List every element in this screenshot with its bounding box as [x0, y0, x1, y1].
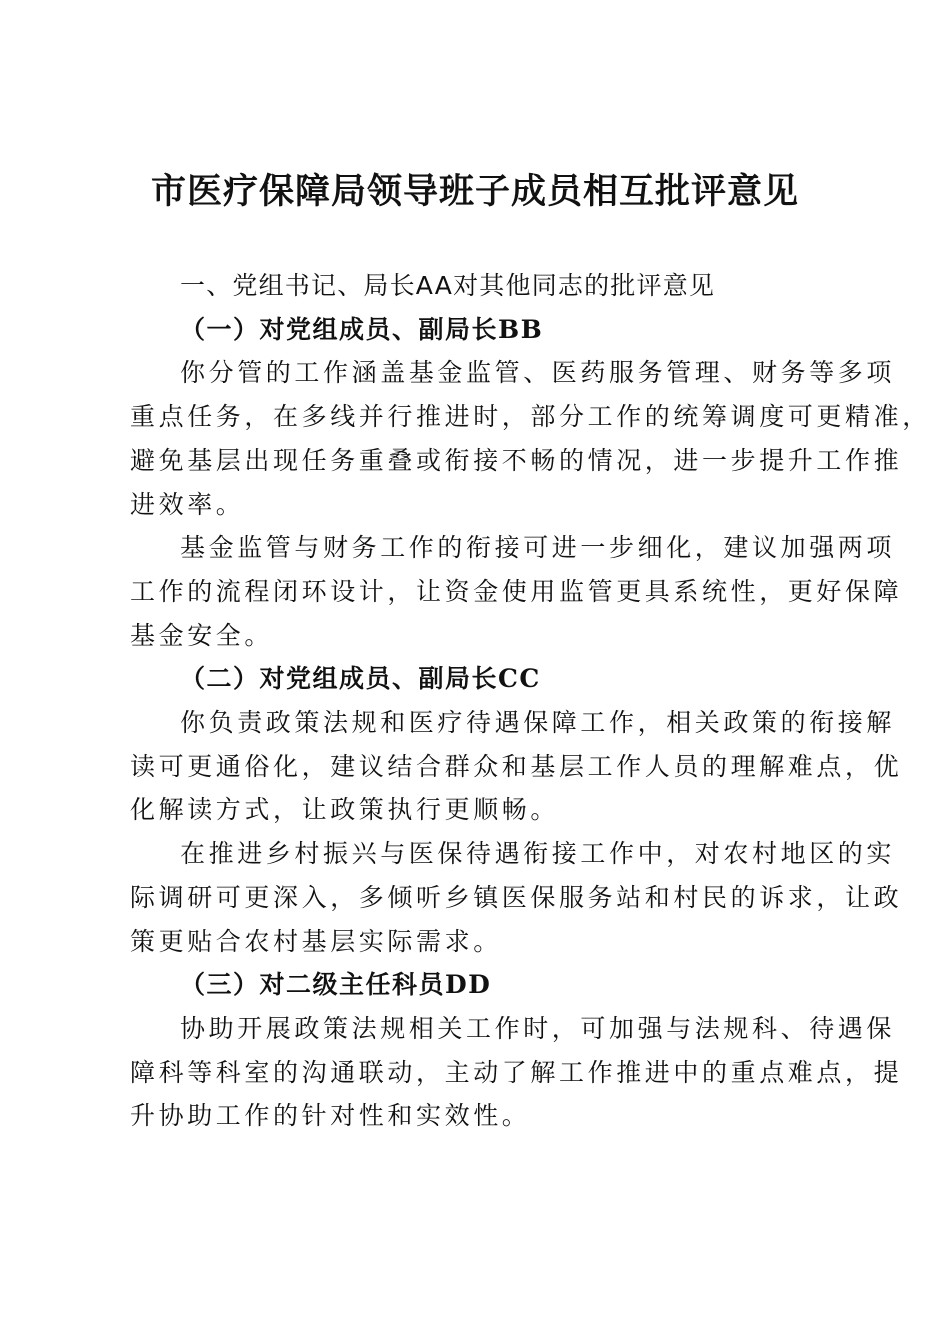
- paragraph-line: 升协助工作的针对性和实效性。: [130, 1101, 531, 1131]
- paragraph-line: 际调研可更深入，多倾听乡镇医保服务站和村民的诉求，让政: [130, 882, 903, 912]
- paragraph-line: 化解读方式，让政策执行更顺畅。: [130, 795, 560, 825]
- paragraph: [130, 701, 903, 832]
- subsection-heading-cc: （二）对党组成员、副局长CC: [180, 664, 541, 694]
- paragraph: [130, 1007, 903, 1138]
- paragraph-line: 工作的流程闭环设计，让资金使用监管更具系统性，更好保障: [130, 576, 903, 606]
- paragraph-line: 在推进乡村振兴与医保待遇衔接工作中，对农村地区的实: [180, 839, 896, 869]
- subsection-heading-dd: （三）对二级主任科员DD: [180, 970, 492, 1000]
- paragraph-line: 基金监管与财务工作的衔接可进一步细化，建议加强两项: [180, 533, 896, 563]
- subsection-heading-bb: （一）对党组成员、副局长BB: [180, 314, 544, 344]
- paragraph-line: 你分管的工作涵盖基金监管、医药服务管理、财务等多项: [180, 358, 896, 388]
- paragraph-line: 读可更通俗化，建议结合群众和基层工作人员的理解难点，优: [130, 751, 903, 781]
- document-title: 市医疗保障局领导班子成员相互批评意见: [150, 171, 799, 212]
- paragraph-line: 进效率。: [130, 489, 245, 519]
- paragraph-line: 避免基层出现任务重叠或衔接不畅的情况，进一步提升工作推: [130, 445, 903, 475]
- paragraph-line: 重点任务，在多线并行推进时，部分工作的统筹调度可更精准，: [130, 402, 931, 432]
- paragraph-line: 基金安全。: [130, 620, 274, 650]
- paragraph-line: 协助开展政策法规相关工作时，可加强与法规科、待遇保: [180, 1013, 896, 1043]
- paragraph-line: 策更贴合农村基层实际需求。: [130, 926, 502, 956]
- paragraph: [130, 351, 931, 526]
- paragraph: [130, 526, 903, 657]
- paragraph-line: 你负责政策法规和医疗待遇保障工作，相关政策的衔接解: [180, 708, 896, 738]
- paragraph: [130, 832, 903, 963]
- document-body: [130, 264, 931, 1138]
- section-heading: 一、党组书记、局长AA对其他同志的批评意见: [180, 271, 716, 300]
- paragraph-line: 障科等科室的沟通联动，主动了解工作推进中的重点难点，提: [130, 1057, 903, 1087]
